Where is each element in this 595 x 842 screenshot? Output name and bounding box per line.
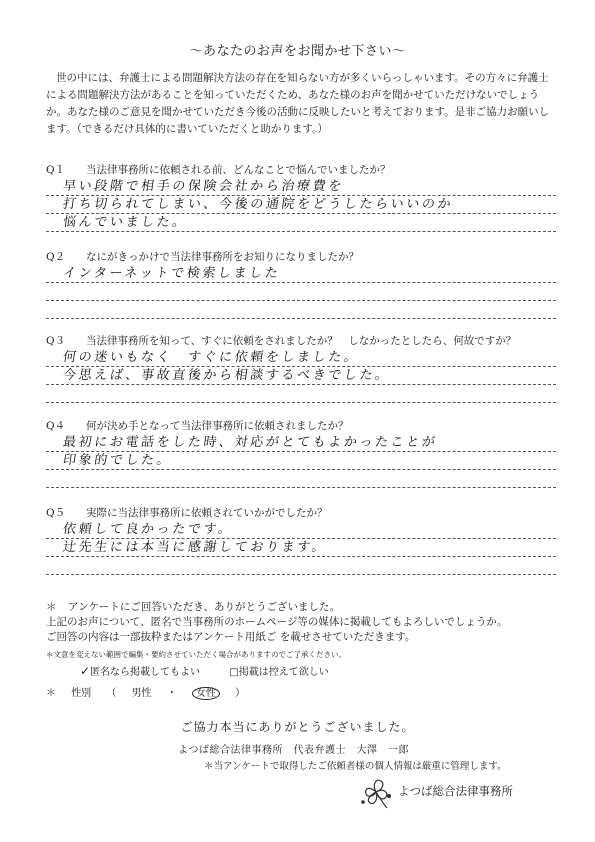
- question-5: [46, 505, 556, 575]
- firm-name: よつば総合法律事務所: [398, 784, 513, 798]
- answer-line: [46, 265, 556, 283]
- gender-option-male[interactable]: 男性: [131, 688, 152, 699]
- question-text: 当法律事務所を知って、すぐに依頼をされましたか？ しなかったとしたら、何故ですか？: [86, 335, 517, 347]
- consent-notice: [46, 600, 566, 645]
- question-number: Q４: [46, 420, 66, 432]
- consent-option-decline[interactable]: □掲載は控えて欲しい: [229, 667, 329, 678]
- answer-line: [46, 367, 556, 385]
- privacy-note: ＊当アンケートで取得したご依頼者様の個人情報は厳重に管理します。: [204, 761, 507, 772]
- question-text: 実際に当法律事務所に依頼されていかがでしたか？: [86, 507, 328, 519]
- question-number: Q５: [46, 507, 66, 519]
- question-4: [46, 418, 556, 488]
- answer-line: [46, 385, 556, 403]
- question-text: なにがきっかけで当法律事務所をお知りになりましたか？: [86, 251, 359, 263]
- publish-request: 上記のお声について、匿名で当事務所のホームページ等の媒体に掲載してもよろしいでしょうか。: [46, 616, 508, 628]
- excerpt-note: ご回答の内容は一部抜粋またはアンケート用紙ご を載せさせていただきます。: [46, 631, 416, 643]
- asterisk: ＊: [46, 688, 56, 699]
- handwritten-answer: 辻先生には本当に感謝しております。: [62, 540, 329, 555]
- paren-close: ）: [235, 688, 246, 699]
- gender-option-female[interactable]: 女性: [192, 687, 220, 700]
- page-title: ～あなたのお声をお聞かせ下さい～: [189, 44, 406, 59]
- consent-options: [80, 663, 355, 678]
- firm-representative: よつば総合法律事務所 代表弁護士 大澤 一郎: [178, 745, 409, 756]
- answer-line: [46, 470, 556, 488]
- paren-open: （: [106, 688, 117, 699]
- answer-line: [46, 539, 556, 557]
- question-3: [46, 333, 556, 403]
- handwritten-answer: 早い段階で相手の保険会社から治療費を: [62, 179, 345, 194]
- asterisk: ＊: [46, 601, 57, 613]
- thanks-line: アンケートにご回答いただき、ありがとうございました。: [68, 601, 340, 613]
- handwritten-answer: 悩んでいました。: [62, 215, 189, 230]
- closing-thanks: ご協力本当にありがとうございました。: [180, 720, 415, 734]
- gender-label: 性別: [71, 688, 92, 699]
- intro-paragraph: 世の中には、弁護士による問題解決方法の存在を知らない方が多くいらっしゃいます。その方々に弁護士による問題解決方法があることを知っていただくため、あなた様のお声を聞かせていただけないでしょうか。あなた様のご意見を聞かせていただき今後の活動に反映したいと考えております。是非ご協力お願いします。（できるだけ具体的に書いていただくと助かります。）: [46, 72, 550, 135]
- consent-option-anonymous[interactable]: [80, 664, 201, 678]
- handwritten-answer: 最初にお電話をした時、対応がとてもよかったことが: [62, 435, 439, 450]
- question-number: Q２: [46, 251, 66, 263]
- question-number: Q３: [46, 335, 66, 347]
- question-text: 当法律事務所に依頼される前、どんなことで悩んでいましたか？: [86, 164, 391, 176]
- answer-line: [46, 283, 556, 301]
- question-number: Q１: [46, 164, 66, 176]
- answer-line: [46, 557, 556, 575]
- handwritten-answer: インターネットで検索しました: [62, 266, 282, 281]
- handwritten-answer: 何の迷いもなく すぐに依頼をしました。: [62, 350, 361, 365]
- answer-line: [46, 301, 556, 319]
- handwritten-answer: 今思えば、事故直後から相談するべきでした。: [62, 368, 392, 383]
- handwritten-answer: 印象的でした。: [62, 453, 174, 468]
- separator-dot: ・: [166, 688, 177, 699]
- handwritten-answer: 打ち切られてしまい、今後の通院をどうしたらいいのか: [62, 197, 455, 212]
- clover-icon: [356, 772, 396, 812]
- question-text: 何が決め手となって当法律事務所に依頼されましたか？: [86, 420, 349, 432]
- question-1: [46, 162, 556, 232]
- checkmark-icon: ✓: [80, 664, 91, 678]
- gender-field: [46, 684, 257, 699]
- question-2: [46, 249, 556, 319]
- answer-line: [46, 214, 556, 232]
- option-label: 匿名なら掲載してもよい: [90, 667, 201, 678]
- fine-print: ＊文意を変えない範囲で編集・要約させていただく場合がありますのでご了承ください。: [46, 650, 346, 659]
- handwritten-answer: 依頼して良かったです。: [62, 522, 235, 537]
- answer-line: [46, 452, 556, 470]
